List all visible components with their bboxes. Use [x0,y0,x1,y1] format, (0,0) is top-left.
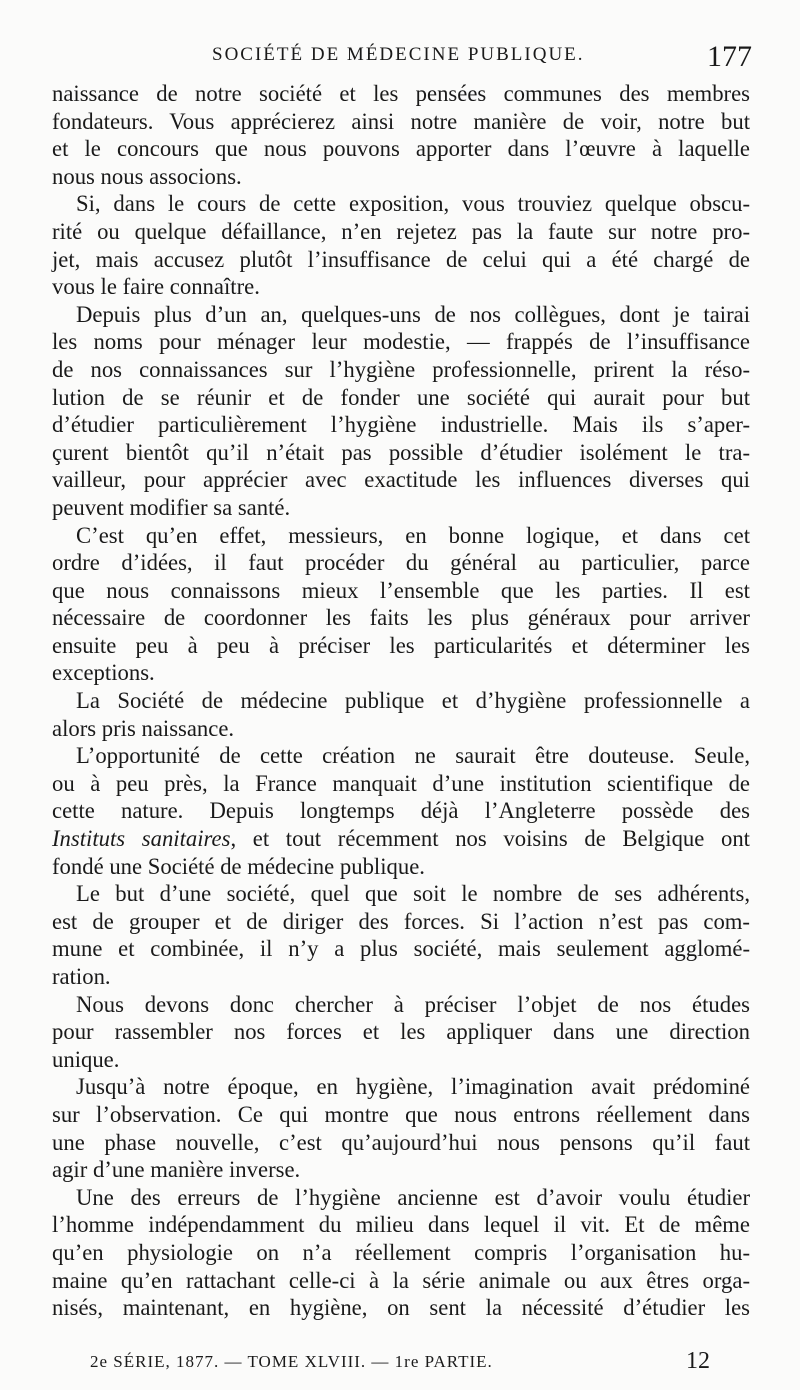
text-line: unique. [52,1046,120,1072]
text-fragment: , et tout récemment nos voisins de Belgique ont [230,826,750,852]
paragraph [52,687,750,742]
text-line: rité ou quelque défaillance, n’en rejetez pas la faute sur notre pro- [52,218,750,244]
text-line: alors pris naissance. [52,715,235,741]
paragraph [52,80,750,190]
paragraph [52,190,750,300]
text-line: çurent bientôt qu’il n’était pas possible d’étudier isolément le tra- [52,439,750,465]
text-line: L’opportunité de cette création ne saurait être douteuse. Seule, [76,743,750,769]
text-line: cette nature. Depuis longtemps déjà l’Angleterre possède des [52,798,750,824]
paragraph [52,1184,750,1322]
text-line: ou à peu près, la France manquait d’une institution scientifique de [52,770,750,796]
text-line: qu’en physiologie on n’a réellement compris l’organisation hu- [52,1239,750,1265]
text-line: Depuis plus d’un an, quelques-uns de nos collègues, dont je tairai [76,301,750,327]
text-line: fondé une Société de médecine publique. [52,853,425,879]
signature-line: 2e SÉRIE, 1877. — TOME XLVIII. — 1re PARTIE. [90,1352,493,1371]
text-line: jet, mais accusez plutôt l’insuffisance de celui qui a été chargé de [52,246,750,272]
text-line: naissance de notre société et les pensées communes des membres [52,81,750,106]
text-line: C’est qu’en effet, messieurs, en bonne logique, et dans cet [76,522,750,548]
text-line: Jusqu’à notre époque, en hygiène, l’imagination avait prédominé [76,1074,750,1100]
text-line: d’étudier particulièrement l’hygiène industrielle. Mais ils s’aper- [52,412,750,438]
sheet-number: 12 [686,1348,710,1374]
text-line: Le but d’une société, quel que soit le nombre de ses adhérents, [76,881,750,907]
text-line: exceptions. [52,660,155,686]
italic-term: Instituts sanitaires [52,826,231,852]
body-text [52,80,750,1322]
running-head [52,40,752,80]
text-line: ration. [52,964,111,989]
text-line: l’homme indépendamment du milieu dans lequel il vit. Et de même [52,1212,750,1238]
text-line: agir d’une manière inverse. [52,1157,301,1183]
text-line: et le concours que nous pouvons apporter dans l’œuvre à laquelle [52,136,750,162]
text-line: sur l’observation. Ce qui montre que nous entrons réellement dans [52,1101,750,1127]
text-line: les noms pour ménager leur modestie, — frappés de l’insuffisance [52,329,750,355]
text-line: vous le faire connaître. [52,274,260,300]
text-line: La Société de médecine publique et d’hygiène professionnelle a [76,688,750,714]
page-footer [90,1348,710,1380]
text-line: ensuite peu à peu à préciser les particularités et déterminer les [52,632,750,658]
paragraph [52,991,750,1074]
text-line: de nos connaissances sur l’hygiène professionnelle, prirent la réso- [52,356,750,382]
text-line: Une des erreurs de l’hygiène ancienne est d’avoir voulu étudier [76,1184,750,1210]
text-line: lution de se réunir et de fonder une société qui aurait pour but [52,384,750,410]
text-line: que nous connaissons mieux l’ensemble que les parties. Il est [52,577,750,603]
text-line: une phase nouvelle, c’est qu’aujourd’hui nous pensons qu’il faut [52,1129,750,1155]
text-line: nisés, maintenant, en hygiène, on sent la nécessité d’étudier les [52,1295,750,1321]
page-number: 177 [707,40,752,73]
text-line: Nous devons donc chercher à préciser l’objet de nos études [76,991,750,1017]
paragraph [52,880,750,990]
text-line: peuvent modifier sa santé. [52,494,291,520]
text-line: nous nous associons. [52,163,242,189]
paragraph [52,742,750,880]
text-line: vailleur, pour apprécier avec exactitude les influences diverses qui [52,467,750,493]
running-title: SOCIÉTÉ DE MÉDECINE PUBLIQUE. [212,44,585,65]
text-line: est de grouper et de diriger des forces. Si l’action n’est pas com- [52,908,750,934]
text-line: Si, dans le cours de cette exposition, vous trouviez quelque obscu- [76,191,750,217]
text-line: nécessaire de coordonner les faits les plus généraux pour arriver [52,605,750,631]
text-line: pour rassembler nos forces et les appliquer dans une direction [52,1019,750,1045]
text-line: ordre d’idées, il faut procéder du général au particulier, parce [52,550,750,576]
paragraph [52,522,750,688]
text-line-with-italic [52,825,750,853]
text-line: maine qu’en rattachant celle-ci à la série animale ou aux êtres orga- [52,1267,750,1293]
text-line: mune et combinée, il n’y a plus société, mais seulement agglomé- [52,936,750,962]
text-line: fondateurs. Vous apprécierez ainsi notre manière de voir, notre but [52,108,750,134]
paragraph [52,1073,750,1183]
paragraph [52,301,750,522]
